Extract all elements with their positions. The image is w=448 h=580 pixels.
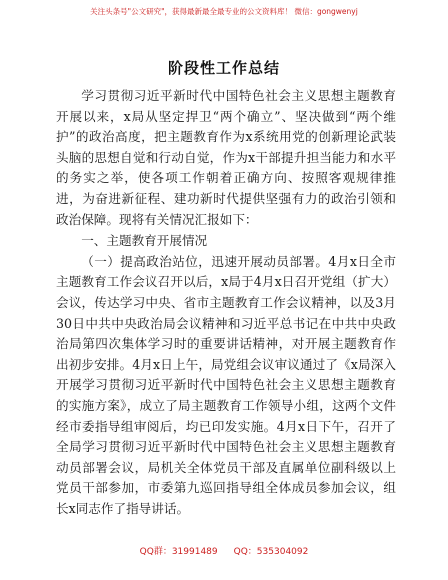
header-banner: 关注头条号"公文研究"，获得最新最全最专业的公文资料库！ 微信：gongwenyj [90, 7, 358, 16]
document-body [56, 86, 396, 519]
qq-text: QQ：535304092 [233, 547, 309, 557]
qq-group-text: QQ群：31991489 [139, 547, 218, 557]
document-title: 阶段性工作总结 [167, 59, 280, 77]
section-heading: 一、主题教育开展情况 [81, 233, 208, 249]
body-paragraph: （一）提高政治站位，迅速开展动员部署。4月x日全市主题教育工作会议召开以后，x局于4月x日召开党组（扩大）会议，传达学习中央、省市主题教育工作会议精神，以及3月30日中共中央政治局会议精神和习近平总书记在中共中央政治局第四次集体学习时的重要讲话精神，对开展主题教育作出初步安排。4月x日上午，局党组会议审议通过了《x局深入开展学习贯彻习近平新时代中国特色社会主义思想主题教育的实施方案》，成立了局主题教育工作领导小组，这两个文件经市委指导组审阅后，均已印发实施。4月x日下午，召开了全局学习贯彻习近平新时代中国特色社会主义思想主题教育动员部署会议，局机关全体党员干部及直属单位副科级以上党员干部参加，市委第九巡回指导组全体成员参加会议，组长x同志作了指导讲话。 [56, 253, 396, 516]
intro-paragraph: 学习贯彻习近平新时代中国特色社会主义思想主题教育开展以来，x局从坚定捍卫“两个确立”、坚决做到“两个维护”的政治高度，把主题教育作为x系统用党的创新理论武装头脑的思想自觉和行动自觉，作为x干部提升担当能力和水平的务实之举，使各项工作朝着正确方向、按照客观规律推进，为奋进新征程、建功新时代提供坚强有力的政治引领和政治保障。现将有关情况汇报如下： [56, 88, 396, 227]
footer-contact [0, 545, 448, 559]
